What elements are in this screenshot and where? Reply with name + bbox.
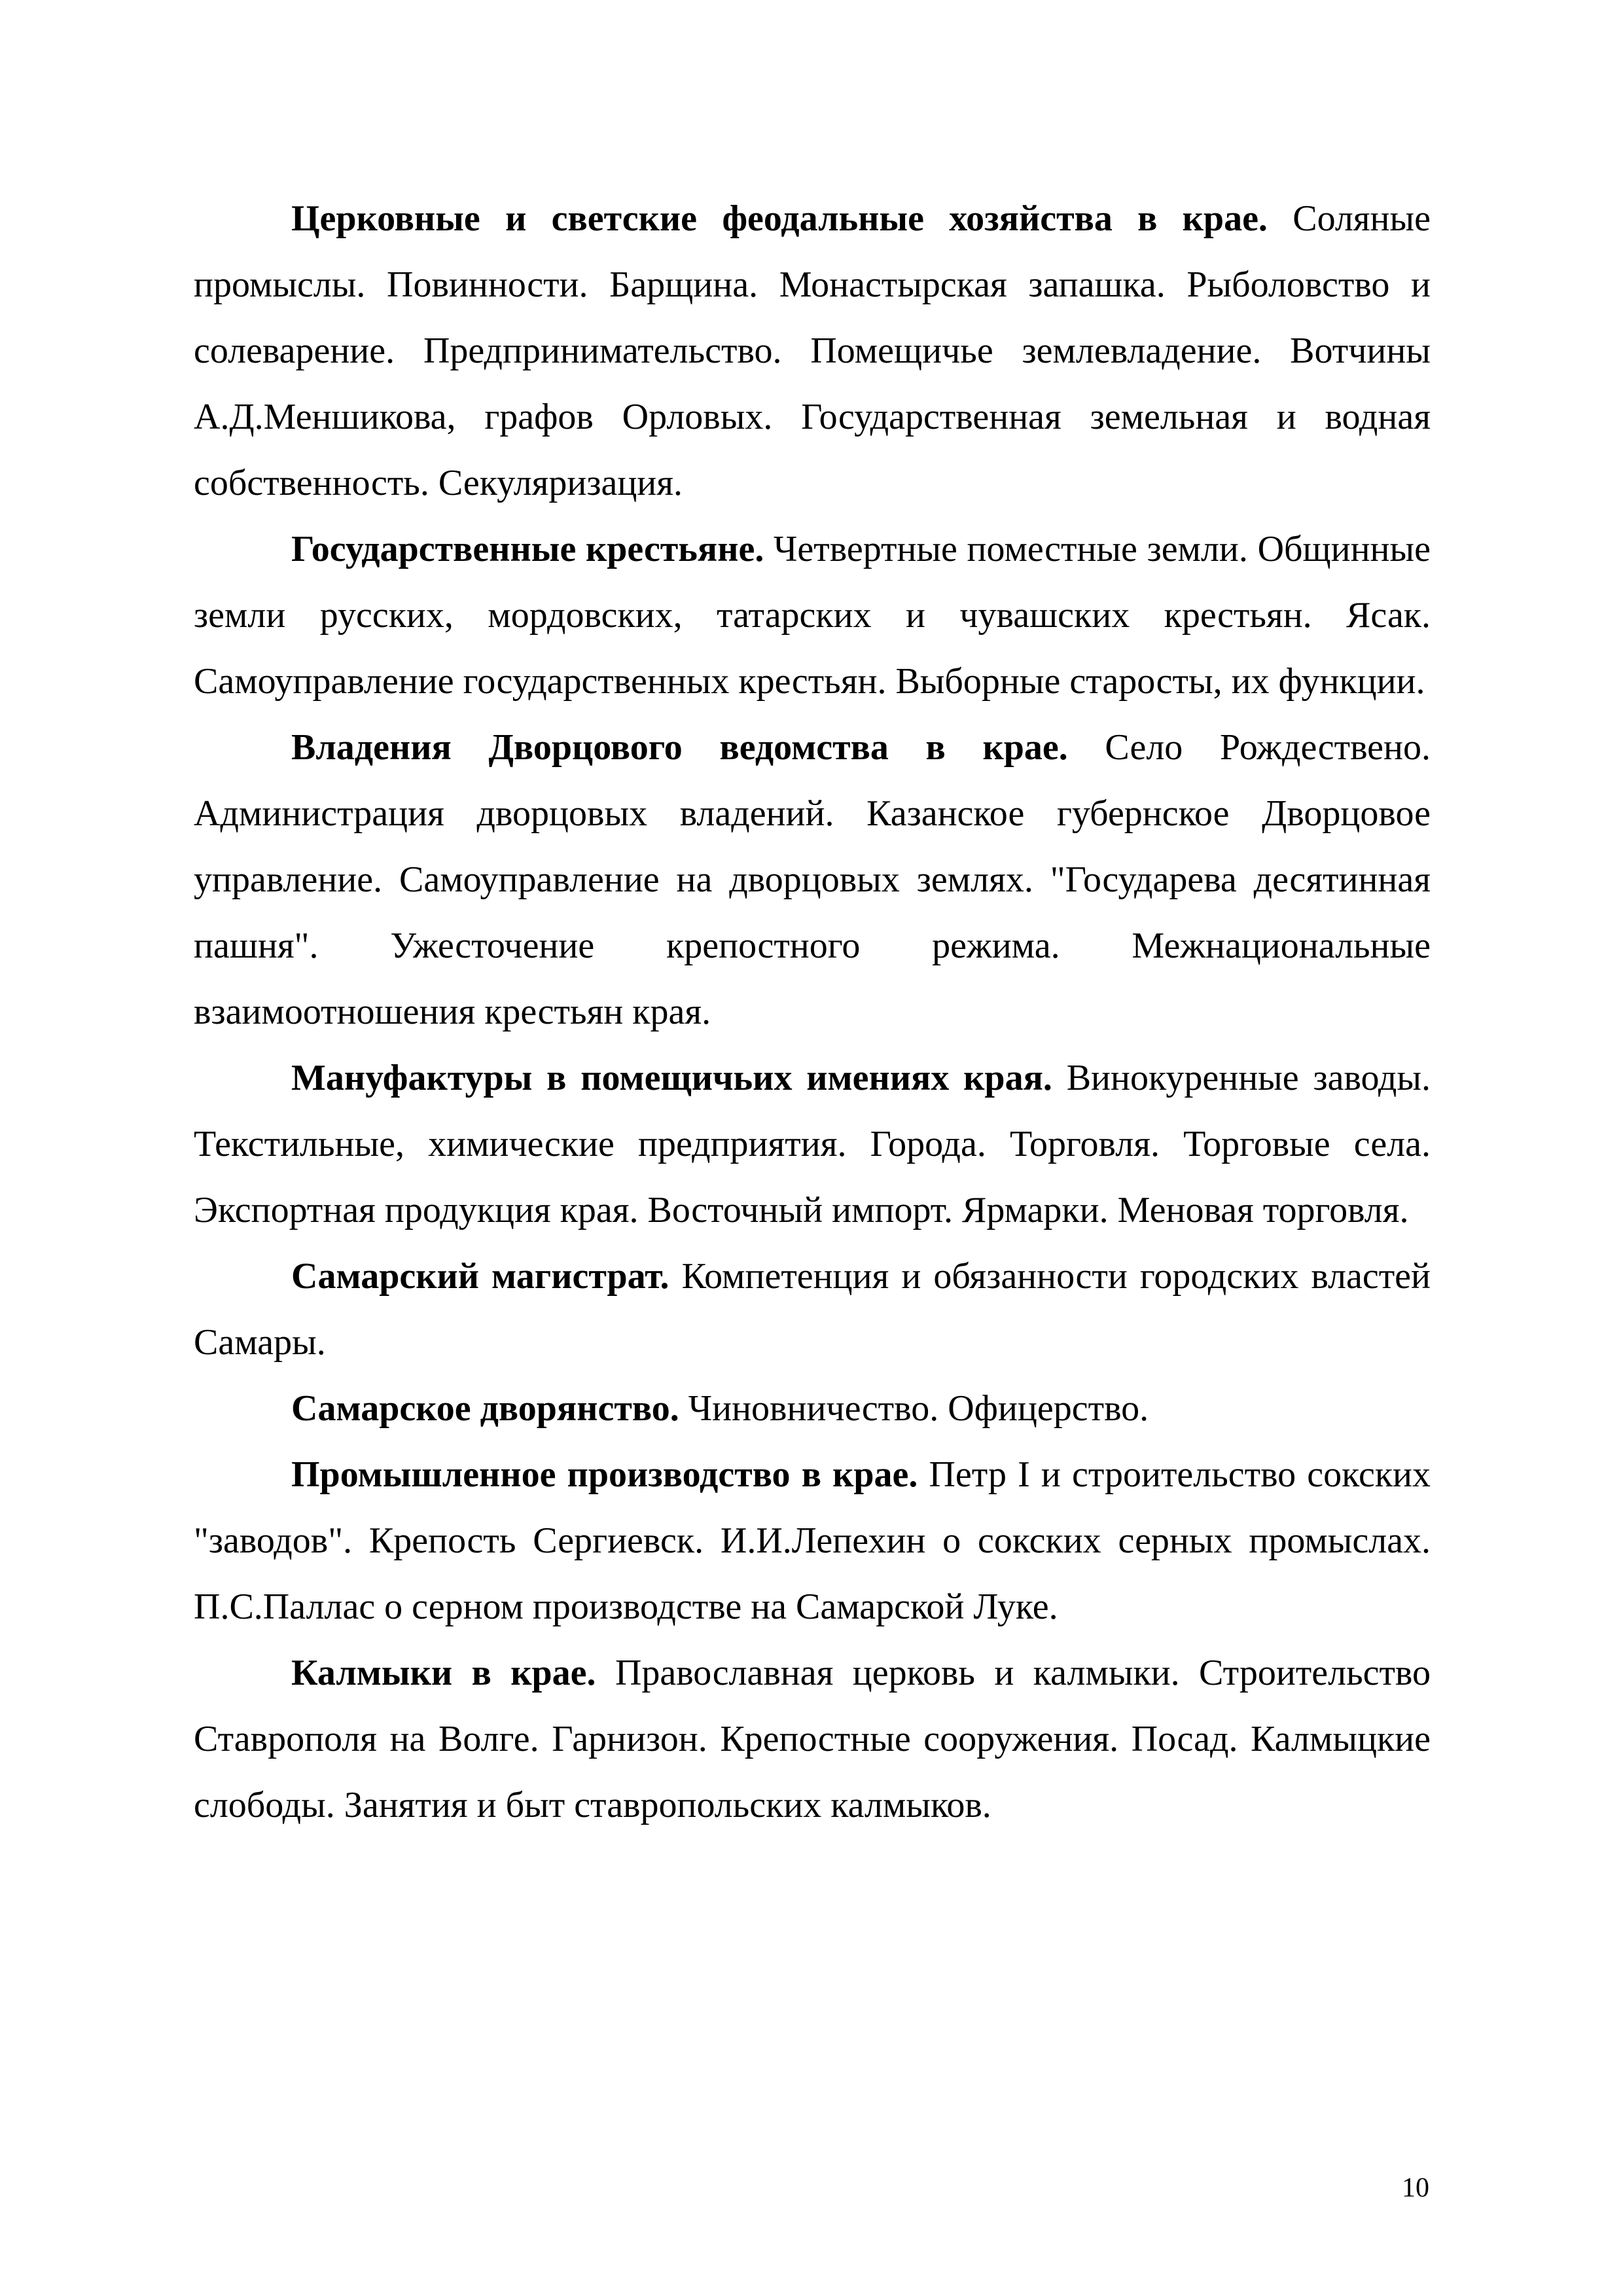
- paragraph-text: Четвертные поместные земли. Общинные земли русских, мордовских, татарских и чувашских крестьян. Ясак. Самоуправление государственных крестьян. Выборные старосты, их функции.: [194, 529, 1431, 702]
- paragraph-heading: Самарское дворянство.: [291, 1388, 679, 1429]
- paragraph-church-secular-estates: [194, 186, 1431, 516]
- document-body: [194, 186, 1431, 1839]
- paragraph-text: Винокуренные заводы. Текстильные, химические предприятия. Города. Торговля. Торговые села. Экспортная продукция края. Восточный импорт. Ярмарки. Меновая торговля.: [194, 1058, 1431, 1230]
- paragraph-palace-department: [194, 715, 1431, 1045]
- paragraph-text: Православная церковь и калмыки. Строительство Ставрополя на Волге. Гарнизон. Крепостные сооружения. Посад. Калмыцкие слободы. Занятия и быт ставропольских калмыков.: [194, 1653, 1431, 1825]
- paragraph-heading: Мануфактуры в помещичьих имениях края.: [291, 1058, 1052, 1098]
- paragraph-heading: Государственные крестьяне.: [291, 529, 764, 569]
- paragraph-state-peasants: [194, 516, 1431, 715]
- paragraph-text: Петр I и строительство сокских "заводов". Крепость Сергиевск. И.И.Лепехин о сокских серных промыслах. П.С.Паллас о серном производстве на Самарской Луке.: [194, 1454, 1431, 1627]
- paragraph-industrial-production: [194, 1442, 1431, 1640]
- paragraph-heading: Промышленное производство в крае.: [291, 1454, 918, 1495]
- paragraph-samara-nobility: [194, 1376, 1431, 1442]
- page-number: 10: [1402, 2173, 1429, 2203]
- paragraph-heading: Калмыки в крае.: [291, 1653, 596, 1693]
- paragraph-text: Село Рождествено. Администрация дворцовых владений. Казанское губернское Дворцовое управление. Самоуправление на дворцовых землях. "Государева десятинная пашня". Ужесточение крепостного режима. Межнациональные взаимоотношения крестьян края.: [194, 727, 1431, 1032]
- paragraph-kalmyks: [194, 1640, 1431, 1839]
- paragraph-text: Соляные промыслы. Повинности. Барщина. Монастырская запашка. Рыболовство и солеварение. Предпринимательство. Помещичье землевладение. Вотчины А.Д.Меншикова, графов Орловых. Государственная земельная и водная собственность. Секуляризация.: [194, 198, 1431, 503]
- paragraph-heading: Церковные и светские феодальные хозяйства в крае.: [291, 198, 1268, 239]
- paragraph-text: Компетенция и обязанности городских властей Самары.: [194, 1256, 1431, 1363]
- paragraph-text: Чиновничество. Офицерство.: [688, 1388, 1149, 1429]
- paragraph-heading: Владения Дворцового ведомства в крае.: [291, 727, 1068, 768]
- paragraph-heading: Самарский магистрат.: [291, 1256, 669, 1297]
- paragraph-samara-magistrate: [194, 1244, 1431, 1376]
- paragraph-manufactories: [194, 1045, 1431, 1244]
